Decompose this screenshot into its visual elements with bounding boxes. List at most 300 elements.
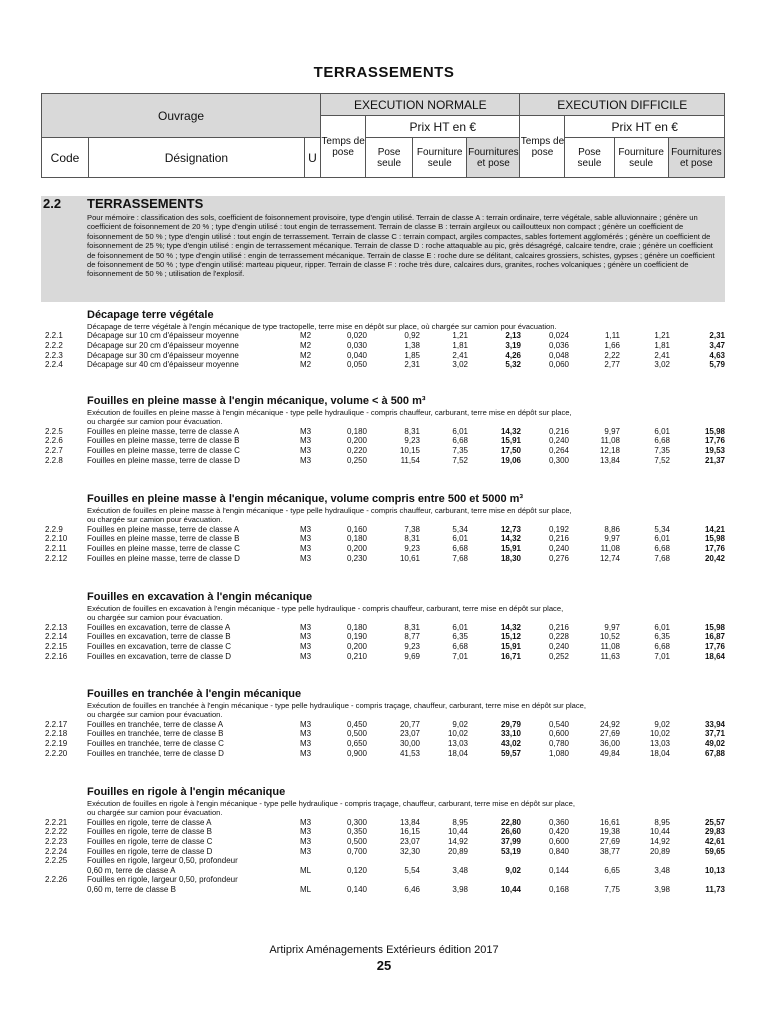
price-group bbox=[41, 688, 725, 758]
row-designation bbox=[87, 749, 224, 759]
total-difficile: 17,76 bbox=[704, 642, 725, 651]
row-code: 2.2.21 bbox=[45, 817, 68, 827]
fourniture-seule-normal: 1,21 bbox=[452, 331, 468, 341]
row-designation bbox=[87, 652, 231, 662]
fourniture-seule-normal: 10,44 bbox=[447, 827, 468, 837]
fourniture-seule-difficile: 7,35 bbox=[654, 446, 670, 455]
row-designation bbox=[87, 427, 239, 437]
row-designation bbox=[87, 436, 240, 446]
pose-seule-normal: 30,00 bbox=[399, 739, 420, 748]
table-row bbox=[41, 729, 725, 739]
fourniture-seule-normal: 6,68 bbox=[452, 544, 468, 553]
total-normal: 15,91 bbox=[500, 544, 521, 553]
temps-pose-normal: 0,650 bbox=[346, 739, 367, 748]
row-unit: M3 bbox=[300, 436, 312, 446]
temps-pose-normal: 0,180 bbox=[346, 622, 367, 632]
row-unit: ML bbox=[300, 884, 312, 894]
designation-line: Fouilles en pleine masse, terre de classe B bbox=[87, 436, 240, 446]
total-difficile: 67,88 bbox=[704, 748, 725, 758]
temps-pose-difficile: 0,228 bbox=[548, 632, 569, 642]
row-unit: M3 bbox=[300, 817, 312, 827]
row-unit: ML bbox=[300, 865, 312, 875]
prix-ht-header-normal: Prix HT en € bbox=[366, 116, 520, 138]
row-code: 2.2.9 bbox=[45, 524, 63, 534]
pose-seule-difficile: 27,69 bbox=[599, 729, 620, 739]
fourniture-seule-difficile: 8,95 bbox=[654, 817, 670, 827]
total-normal: 14,32 bbox=[500, 622, 521, 632]
row-designation bbox=[87, 827, 212, 837]
row-designation bbox=[87, 331, 239, 341]
row-designation bbox=[87, 720, 223, 730]
temps-pose-difficile: 0,360 bbox=[548, 817, 569, 827]
table-row bbox=[41, 847, 725, 857]
designation-line: Fouilles en rigole, largeur 0,50, profondeur bbox=[87, 856, 238, 865]
pose-seule-normal: 2,31 bbox=[404, 360, 420, 370]
total-difficile: 15,98 bbox=[704, 426, 725, 436]
total-difficile: 16,87 bbox=[704, 632, 725, 642]
row-code: 2.2.26 bbox=[45, 875, 68, 885]
total-normal: 19,06 bbox=[500, 455, 521, 465]
temps-pose-normal: 0,040 bbox=[346, 350, 367, 360]
row-unit: M3 bbox=[300, 846, 312, 856]
row-designation bbox=[87, 837, 212, 847]
group-description: ou chargée sur camion pour évacuation. bbox=[87, 710, 223, 720]
row-code: 2.2.19 bbox=[45, 739, 68, 748]
row-unit: M3 bbox=[300, 544, 312, 553]
total-difficile: 15,98 bbox=[704, 622, 725, 632]
designation-line: Fouilles en pleine masse, terre de classe B bbox=[87, 534, 240, 544]
row-code: 2.2.3 bbox=[45, 350, 63, 360]
group-description: Exécution de fouilles en pleine masse à l'engin mécanique - type pelle hydraulique - compris chauffeur, carburant, terre mise en dépôt sur place, bbox=[87, 408, 572, 417]
designation-header: Désignation bbox=[89, 138, 305, 178]
designation-line: Fouilles en pleine masse, terre de classe C bbox=[87, 544, 240, 553]
fourniture-seule-normal: 2,41 bbox=[452, 350, 468, 360]
temps-pose-difficile: 1,080 bbox=[548, 748, 569, 758]
table-row bbox=[41, 331, 725, 341]
total-normal: 16,71 bbox=[500, 651, 521, 661]
row-code: 2.2.4 bbox=[45, 360, 63, 370]
total-normal: 10,44 bbox=[500, 884, 521, 894]
pose-seule-difficile: 2,22 bbox=[604, 350, 620, 360]
pose-seule-normal: 9,69 bbox=[404, 651, 420, 661]
temps-pose-normal: 0,200 bbox=[346, 436, 367, 446]
temps-pose-normal: 0,900 bbox=[346, 748, 367, 758]
fourniture-seule-difficile: 5,34 bbox=[654, 524, 670, 534]
total-difficile: 42,61 bbox=[704, 837, 725, 846]
fourniture-seule-normal: 6,01 bbox=[452, 426, 468, 436]
pose-seule-difficile: 19,38 bbox=[599, 827, 620, 837]
designation-line: Fouilles en rigole, terre de classe C bbox=[87, 837, 213, 846]
row-designation bbox=[87, 544, 240, 554]
row-unit: M3 bbox=[300, 455, 312, 465]
row-unit: M3 bbox=[300, 642, 312, 651]
fourniture-seule-normal: 13,03 bbox=[447, 739, 468, 748]
temps-pose-normal: 0,500 bbox=[346, 837, 367, 846]
temps-pose-difficile: 0,060 bbox=[548, 360, 569, 370]
pose-seule-difficile: 12,18 bbox=[599, 446, 620, 455]
row-designation bbox=[87, 623, 230, 633]
row-designation bbox=[87, 818, 212, 828]
section-title: TERRASSEMENTS bbox=[87, 196, 204, 211]
fourniture-seule-difficile: 14,92 bbox=[649, 837, 670, 846]
pose-seule-difficile: 1,66 bbox=[604, 341, 620, 350]
total-difficile: 25,57 bbox=[704, 817, 725, 827]
designation-line: Fouilles en tranchée, terre de classe D bbox=[87, 748, 224, 758]
fourniture-seule-normal: 3,48 bbox=[452, 865, 468, 875]
total-difficile: 19,53 bbox=[704, 446, 725, 455]
row-designation bbox=[87, 856, 238, 875]
table-row bbox=[41, 436, 725, 446]
row-unit: M3 bbox=[300, 827, 312, 837]
temps-pose-normal: 0,190 bbox=[346, 632, 367, 642]
total-normal: 9,02 bbox=[505, 865, 521, 875]
temps-pose-normal: 0,120 bbox=[346, 865, 367, 875]
fourniture-seule-difficile: 10,02 bbox=[649, 729, 670, 739]
fourniture-seule-difficile: 18,04 bbox=[649, 748, 670, 758]
total-difficile: 33,94 bbox=[704, 719, 725, 729]
row-designation bbox=[87, 875, 238, 894]
temps-pose-normal: 0,500 bbox=[346, 729, 367, 739]
designation-line: Fouilles en pleine masse, terre de classe A bbox=[87, 524, 240, 534]
row-unit: M3 bbox=[300, 622, 312, 632]
pose-seule-normal: 9,23 bbox=[404, 544, 420, 553]
designation-line: Fouilles en tranchée, terre de classe B bbox=[87, 729, 224, 739]
temps-pose-difficile: 0,024 bbox=[548, 331, 569, 341]
temps-pose-difficile: 0,144 bbox=[548, 865, 569, 875]
fourniture-seule-normal: 8,95 bbox=[452, 817, 468, 827]
temps-pose-normal: 0,200 bbox=[346, 544, 367, 553]
fourniture-seule-difficile: 1,81 bbox=[654, 341, 670, 350]
pose-seule-difficile: 6,65 bbox=[604, 865, 620, 875]
group-description: Exécution de fouilles en tranchée à l'engin mécanique - type pelle hydraulique - compris traçage, chauffeur, carburant, terre mise en dépôt sur place, bbox=[87, 701, 586, 710]
temps-pose-difficile: 0,252 bbox=[548, 651, 569, 661]
group-title: Fouilles en rigole à l'engin mécanique bbox=[87, 786, 286, 798]
row-designation bbox=[87, 554, 240, 564]
row-unit: M3 bbox=[300, 739, 312, 748]
fourniture-seule-normal: 7,52 bbox=[452, 455, 468, 465]
temps-pose-normal: 0,250 bbox=[346, 455, 367, 465]
pose-seule-normal: 23,07 bbox=[399, 729, 420, 739]
designation-line: Fouilles en rigole, largeur 0,50, profondeur bbox=[87, 875, 238, 884]
pose-seule-normal: 9,23 bbox=[404, 642, 420, 651]
fourniture-seule-difficile: 7,01 bbox=[654, 651, 670, 661]
price-group bbox=[41, 786, 725, 894]
row-unit: M3 bbox=[300, 719, 312, 729]
group-description: ou chargée sur camion pour évacuation. bbox=[87, 808, 223, 818]
fourniture-seule-normal: 10,02 bbox=[447, 729, 468, 739]
pose-seule-normal: 8,31 bbox=[404, 622, 420, 632]
group-description: Exécution de fouilles en excavation à l'engin mécanique - type pelle hydraulique - compris chauffeur, carburant, terre mise en dépôt sur place, bbox=[87, 604, 564, 613]
table-row bbox=[41, 456, 725, 466]
total-normal: 3,19 bbox=[505, 341, 521, 350]
unit-header: U bbox=[304, 138, 320, 178]
total-difficile: 21,37 bbox=[704, 455, 725, 465]
total-normal: 37,99 bbox=[500, 837, 521, 846]
total-difficile: 29,83 bbox=[704, 827, 725, 837]
group-title: Fouilles en excavation à l'engin mécanique bbox=[87, 591, 313, 603]
temps-pose-difficile: 0,540 bbox=[548, 719, 569, 729]
designation-line: Fouilles en excavation, terre de classe D bbox=[87, 651, 232, 661]
row-designation bbox=[87, 525, 239, 535]
pose-seule-difficile: 11,08 bbox=[600, 544, 620, 553]
fourniture-seule-normal: 6,01 bbox=[452, 534, 468, 544]
total-difficile: 20,42 bbox=[704, 553, 725, 563]
row-designation bbox=[87, 360, 239, 370]
designation-line: Fouilles en pleine masse, terre de classe D bbox=[87, 455, 240, 465]
total-normal: 17,50 bbox=[500, 446, 521, 455]
pose-seule-difficile: 38,77 bbox=[599, 846, 620, 856]
fourniture-seule-normal: 6,68 bbox=[452, 436, 468, 446]
row-unit: M3 bbox=[300, 632, 312, 642]
row-code: 2.2.7 bbox=[45, 446, 63, 455]
temps-pose-normal: 0,220 bbox=[346, 446, 367, 455]
pose-seule-normal: 32,30 bbox=[399, 846, 420, 856]
table-row bbox=[41, 427, 725, 437]
group-title: Fouilles en pleine masse à l'engin mécanique, volume compris entre 500 et 5000 m³ bbox=[87, 493, 524, 505]
row-designation bbox=[87, 642, 231, 652]
fourniture-seule-difficile: 6,01 bbox=[654, 426, 670, 436]
fourniture-seule-normal: 18,04 bbox=[447, 748, 468, 758]
row-code: 2.2.8 bbox=[45, 455, 63, 465]
row-code: 2.2.17 bbox=[45, 719, 68, 729]
pose-seule-difficile: 11,63 bbox=[600, 651, 620, 661]
table-row bbox=[41, 351, 725, 361]
row-code: 2.2.12 bbox=[45, 553, 68, 563]
row-designation bbox=[87, 456, 240, 466]
pose-seule-normal: 8,77 bbox=[404, 632, 420, 642]
table-row bbox=[41, 554, 725, 564]
row-unit: M3 bbox=[300, 534, 312, 544]
designation-line: Décapage sur 30 cm d'épaisseur moyenne bbox=[87, 350, 239, 360]
total-difficile: 4,63 bbox=[709, 350, 725, 360]
group-description: ou chargée sur camion pour évacuation. bbox=[87, 613, 223, 623]
pose-seule-difficile: 11,08 bbox=[600, 642, 620, 651]
temps-pose-difficile: 0,216 bbox=[548, 426, 569, 436]
row-code: 2.2.15 bbox=[45, 642, 68, 651]
pose-seule-normal: 13,84 bbox=[399, 817, 420, 827]
pose-seule-difficile: 7,75 bbox=[604, 884, 620, 894]
fourniture-seule-normal: 6,35 bbox=[452, 632, 468, 642]
row-code: 2.2.1 bbox=[45, 331, 63, 341]
table-row bbox=[41, 739, 725, 749]
price-group bbox=[41, 591, 725, 661]
table-row bbox=[41, 856, 725, 875]
group-title: Fouilles en pleine masse à l'engin mécanique, volume < à 500 m³ bbox=[87, 395, 426, 407]
row-unit: M3 bbox=[300, 748, 312, 758]
row-unit: M2 bbox=[300, 331, 312, 341]
temps-pose-difficile: 0,240 bbox=[548, 436, 569, 446]
pose-seule-normal: 41,53 bbox=[399, 748, 420, 758]
total-normal: 12,73 bbox=[500, 524, 521, 534]
fourniture-seule-difficile: 3,02 bbox=[654, 360, 670, 370]
designation-line: 0,60 m, terre de classe A bbox=[87, 865, 176, 875]
row-code: 2.2.22 bbox=[45, 827, 68, 837]
page-number: 25 bbox=[376, 958, 392, 973]
fourniture-seule-difficile: 6,01 bbox=[654, 534, 670, 544]
designation-line: Décapage sur 20 cm d'épaisseur moyenne bbox=[87, 341, 239, 350]
pose-seule-difficile: 2,77 bbox=[604, 360, 620, 370]
designation-line: Fouilles en excavation, terre de classe A bbox=[87, 622, 231, 632]
total-normal: 14,32 bbox=[500, 426, 521, 436]
ouvrage-header: Ouvrage bbox=[42, 94, 321, 138]
publication-footer: Artiprix Aménagements Extérieurs édition 2017 bbox=[269, 944, 499, 956]
row-unit: M2 bbox=[300, 350, 312, 360]
total-normal: 15,91 bbox=[500, 436, 521, 446]
temps-pose-difficile: 0,036 bbox=[548, 341, 569, 350]
fourniture-seule-normal: 20,89 bbox=[447, 846, 468, 856]
row-code: 2.2.24 bbox=[45, 846, 68, 856]
row-unit: M3 bbox=[300, 446, 312, 455]
total-difficile: 15,98 bbox=[704, 534, 725, 544]
pose-seule-normal: 8,31 bbox=[404, 534, 420, 544]
temps-pose-normal: 0,350 bbox=[346, 827, 367, 837]
temps-pose-header-difficile: Temps de pose bbox=[520, 116, 565, 178]
row-designation bbox=[87, 446, 240, 456]
fournitures-pose-header-normal: Fournitures et pose bbox=[467, 138, 520, 178]
table-row bbox=[41, 837, 725, 847]
designation-line: Fouilles en tranchée, terre de classe A bbox=[87, 719, 224, 729]
row-designation bbox=[87, 729, 224, 739]
total-difficile: 14,21 bbox=[704, 524, 725, 534]
row-code: 2.2.14 bbox=[45, 632, 68, 642]
pose-seule-difficile: 11,08 bbox=[600, 436, 620, 446]
temps-pose-difficile: 0,420 bbox=[548, 827, 569, 837]
row-unit: M3 bbox=[300, 729, 312, 739]
row-code: 2.2.25 bbox=[45, 856, 68, 866]
temps-pose-difficile: 0,780 bbox=[548, 739, 569, 748]
temps-pose-normal: 0,300 bbox=[346, 817, 367, 827]
pose-seule-difficile: 27,69 bbox=[599, 837, 620, 846]
table-row bbox=[41, 875, 725, 894]
fourniture-seule-difficile: 20,89 bbox=[649, 846, 670, 856]
temps-pose-normal: 0,180 bbox=[346, 426, 367, 436]
designation-line: Fouilles en rigole, terre de classe B bbox=[87, 827, 212, 837]
temps-pose-normal: 0,030 bbox=[346, 341, 367, 350]
table-row bbox=[41, 623, 725, 633]
pose-seule-difficile: 12,74 bbox=[599, 553, 620, 563]
fourniture-seule-difficile: 7,52 bbox=[654, 455, 670, 465]
row-unit: M2 bbox=[300, 341, 312, 350]
temps-pose-difficile: 0,216 bbox=[548, 622, 569, 632]
row-code: 2.2.10 bbox=[45, 534, 68, 544]
temps-pose-normal: 0,230 bbox=[346, 553, 367, 563]
total-normal: 29,79 bbox=[500, 719, 521, 729]
pose-seule-difficile: 9,97 bbox=[604, 426, 620, 436]
total-normal: 43,02 bbox=[500, 739, 521, 748]
pose-seule-normal: 0,92 bbox=[404, 331, 420, 341]
fournitures-pose-header-difficile: Fournitures et pose bbox=[668, 138, 724, 178]
price-group bbox=[41, 493, 725, 563]
row-designation bbox=[87, 632, 231, 642]
total-difficile: 37,71 bbox=[704, 729, 725, 739]
table-row bbox=[41, 525, 725, 535]
temps-pose-difficile: 0,840 bbox=[548, 846, 569, 856]
fourniture-seule-normal: 7,68 bbox=[452, 553, 468, 563]
fourniture-seule-normal: 14,92 bbox=[447, 837, 468, 846]
fourniture-seule-difficile: 2,41 bbox=[654, 350, 670, 360]
designation-line: Fouilles en rigole, terre de classe A bbox=[87, 817, 212, 827]
group-title: Fouilles en tranchée à l'engin mécanique bbox=[87, 688, 302, 700]
designation-line: 0,60 m, terre de classe B bbox=[87, 884, 176, 894]
fourniture-seule-difficile: 6,01 bbox=[654, 622, 670, 632]
designation-line: Fouilles en pleine masse, terre de classe D bbox=[87, 553, 240, 563]
pose-seule-normal: 16,15 bbox=[399, 827, 420, 837]
fourniture-seule-difficile: 6,68 bbox=[654, 544, 670, 553]
pose-seule-normal: 1,85 bbox=[404, 350, 420, 360]
row-designation bbox=[87, 351, 239, 361]
table-row bbox=[41, 446, 725, 456]
row-designation bbox=[87, 739, 224, 749]
row-unit: M3 bbox=[300, 837, 312, 846]
designation-line: Fouilles en pleine masse, terre de classe A bbox=[87, 426, 240, 436]
temps-pose-difficile: 0,276 bbox=[548, 553, 569, 563]
table-row bbox=[41, 749, 725, 759]
row-code: 2.2.5 bbox=[45, 426, 63, 436]
total-normal: 22,80 bbox=[500, 817, 521, 827]
row-code: 2.2.20 bbox=[45, 748, 68, 758]
fourniture-seule-normal: 3,02 bbox=[452, 360, 468, 370]
exec-normale-header: EXECUTION NORMALE bbox=[321, 94, 520, 116]
row-designation bbox=[87, 534, 240, 544]
total-normal: 15,12 bbox=[500, 632, 521, 642]
designation-line: Fouilles en tranchée, terre de classe C bbox=[87, 739, 224, 748]
total-normal: 33,10 bbox=[500, 729, 521, 739]
fourniture-seule-normal: 3,98 bbox=[452, 884, 468, 894]
pose-seule-difficile: 1,11 bbox=[605, 331, 620, 341]
total-normal: 18,30 bbox=[500, 553, 521, 563]
row-unit: M3 bbox=[300, 524, 312, 534]
group-title: Décapage terre végétale bbox=[87, 309, 214, 321]
group-description: ou chargée sur camion pour évacuation. bbox=[87, 417, 223, 427]
table-row bbox=[41, 720, 725, 730]
group-description: ou chargée sur camion pour évacuation. bbox=[87, 515, 223, 525]
temps-pose-difficile: 0,240 bbox=[548, 544, 569, 553]
pose-seule-difficile: 16,61 bbox=[599, 817, 620, 827]
pose-seule-difficile: 24,92 bbox=[599, 719, 620, 729]
pose-seule-normal: 11,54 bbox=[400, 455, 420, 465]
total-difficile: 5,79 bbox=[709, 360, 725, 370]
total-difficile: 3,47 bbox=[709, 341, 725, 350]
pose-seule-normal: 5,54 bbox=[404, 865, 420, 875]
page-title: TERRASSEMENTS bbox=[313, 64, 455, 81]
temps-pose-difficile: 0,216 bbox=[548, 534, 569, 544]
pose-seule-normal: 7,38 bbox=[404, 524, 420, 534]
table-row bbox=[41, 534, 725, 544]
section-description: Pour mémoire : classification des sols, coefficient de foisonnement provisoire, type d'engin utilisé. Terrain de classe A : terrain ordinaire, terre végétale, sable alluvionnaire ; génère un coefficient de foisonnement de 20 % ; type d'engin utilisé : tout engin de terrassement. Terrain de classe B : terrain argileux ou cailloutteux non compact ; génère un coefficient de foisonnement de 50 % ; type d'engin utilisé : tout engin de terrassement. Terrain de classe C : terrain compact, argiles compactes, sables fortement agglomérés ; génère un coefficient de foisonnement de 25 %; type d'engin utilisé : engin de terrassement mécanique. Terrain de classe D : roche attaquable au pic, grès désagrégé, calcaire tendre, craie ; génère un coefficient de foisonnement de 50 % ; type d'engin utilisé : engin de terrassement mécanique. Terrain de classe E : roche dure se délitant, calcaires grossiers, schistes, gypses ; génère un coefficient de foisonnement de 50 % ; type d'engin utilisé: marteau piqueur, ripper. Terrain de classe F : roche très dure, calcaires durs, granites, roches volcaniques ; génère un coefficient de foisonnement de 50 % ; utilisation de l'explosif. bbox=[87, 213, 715, 279]
fourniture-seule-difficile: 1,21 bbox=[654, 331, 670, 341]
total-difficile: 11,73 bbox=[705, 884, 725, 894]
temps-pose-normal: 0,050 bbox=[346, 360, 367, 370]
exec-difficile-header: EXECUTION DIFFICILE bbox=[520, 94, 725, 116]
total-normal: 2,13 bbox=[505, 331, 521, 341]
temps-pose-difficile: 0,192 bbox=[548, 524, 569, 534]
temps-pose-normal: 0,160 bbox=[346, 524, 367, 534]
temps-pose-header-normal: Temps de pose bbox=[321, 116, 366, 178]
total-difficile: 49,02 bbox=[704, 739, 725, 748]
fourniture-seule-normal: 6,68 bbox=[452, 642, 468, 651]
pose-seule-normal: 9,23 bbox=[404, 436, 420, 446]
temps-pose-normal: 0,700 bbox=[346, 846, 367, 856]
code-header: Code bbox=[42, 138, 89, 178]
fourniture-seule-difficile: 6,68 bbox=[654, 642, 670, 651]
row-unit: M3 bbox=[300, 553, 312, 563]
pose-seule-difficile: 49,84 bbox=[599, 748, 620, 758]
table-row bbox=[41, 341, 725, 351]
fourniture-seule-normal: 7,01 bbox=[452, 651, 468, 661]
temps-pose-normal: 0,210 bbox=[346, 651, 367, 661]
row-code: 2.2.11 bbox=[45, 544, 67, 553]
table-row bbox=[41, 632, 725, 642]
